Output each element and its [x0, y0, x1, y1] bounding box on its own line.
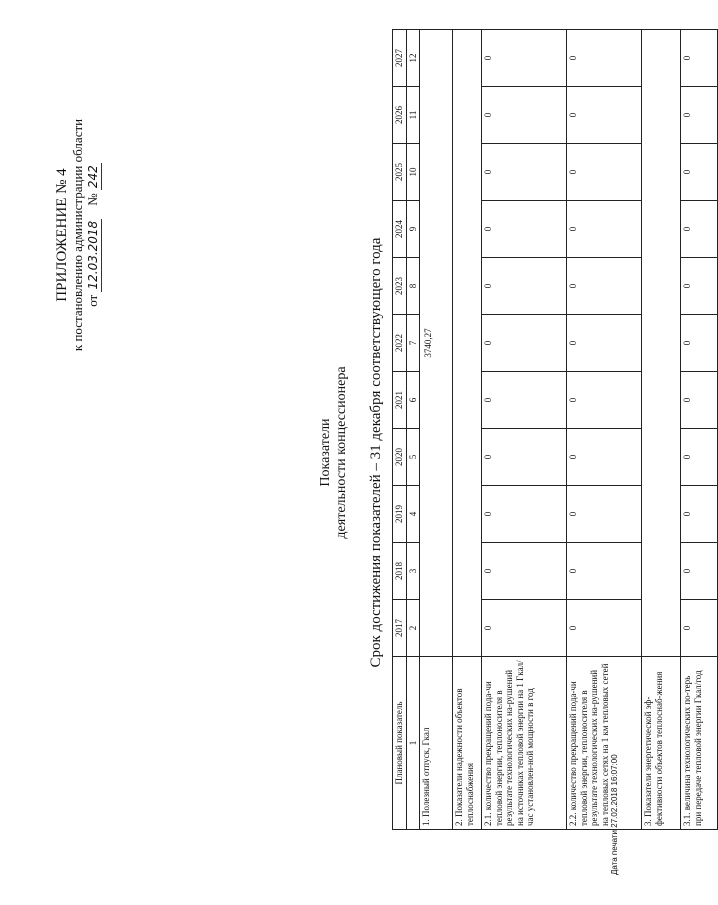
table-row	[420, 30, 453, 830]
value-cell: 0	[567, 87, 642, 144]
table-row	[567, 30, 642, 830]
header-indicator: Плановый показатель	[393, 657, 407, 830]
value-cell: 0	[681, 429, 718, 486]
header-year: 2024	[393, 201, 407, 258]
value-cell: 0	[567, 30, 642, 87]
table-header-row	[393, 30, 407, 830]
header-year: 2019	[393, 486, 407, 543]
appendix-title: ПРИЛОЖЕНИЕ № 4	[54, 168, 70, 302]
value-cell: 0	[482, 486, 567, 543]
value-cell: 0	[567, 372, 642, 429]
value-cell: 0	[482, 600, 567, 657]
value-cell: 0	[567, 144, 642, 201]
merged-value-cell: 3740,27	[420, 30, 453, 657]
appendix-block	[55, 55, 102, 415]
header-year: 2022	[393, 315, 407, 372]
value-cell: 0	[482, 87, 567, 144]
number-label: №	[85, 193, 100, 206]
table-row	[642, 30, 681, 830]
col-number: 1	[406, 657, 420, 830]
value-cell: 0	[567, 543, 642, 600]
col-number: 3	[406, 543, 420, 600]
empty-cell	[642, 30, 681, 657]
value-cell: 0	[482, 201, 567, 258]
col-number: 6	[406, 372, 420, 429]
col-number: 9	[406, 201, 420, 258]
value-cell: 0	[681, 258, 718, 315]
col-number: 7	[406, 315, 420, 372]
value-cell: 0	[681, 600, 718, 657]
col-number: 10	[406, 144, 420, 201]
header-year: 2017	[393, 600, 407, 657]
table-row	[482, 30, 567, 830]
value-cell: 0	[482, 258, 567, 315]
header-year: 2025	[393, 144, 407, 201]
row-label: 3.1. величина технологических по-терь при передаче тепловой энергии Гкал/год	[681, 657, 718, 830]
value-cell: 0	[681, 372, 718, 429]
header-year: 2026	[393, 87, 407, 144]
header-year: 2027	[393, 30, 407, 87]
value-cell: 0	[681, 486, 718, 543]
value-cell: 0	[681, 144, 718, 201]
value-cell: 0	[567, 315, 642, 372]
value-cell: 0	[482, 429, 567, 486]
row-label: 3. Показатели энергетической эф-фективности объектов теплоснаб-жения	[642, 657, 681, 830]
value-cell: 0	[482, 315, 567, 372]
appendix-subtitle: к постановлению администрации области	[70, 118, 85, 352]
value-cell: 0	[567, 486, 642, 543]
col-number: 12	[406, 30, 420, 87]
value-cell: 0	[681, 543, 718, 600]
handwritten-date: 12.03.2018	[86, 220, 100, 290]
header-year: 2020	[393, 429, 407, 486]
print-date: Дата печати 27.02.2018 16:07:00	[610, 754, 619, 875]
indicators-table	[392, 29, 718, 830]
row-label: 2.1. количество прекращений пода-чи тепловой энергии, теплоносителя в результате технологических на-рушений на источниках тепловой энергии на 1 Гкал/час установлен-ной мощности в год	[482, 657, 567, 830]
column-number-row	[406, 30, 420, 830]
header-year: 2021	[393, 372, 407, 429]
value-cell: 0	[567, 429, 642, 486]
row-label: 1. Полезный отпуск, Гкал	[420, 657, 453, 830]
col-number: 8	[406, 258, 420, 315]
value-cell: 0	[482, 144, 567, 201]
value-cell: 0	[567, 201, 642, 258]
header-year: 2018	[393, 543, 407, 600]
handwritten-number: 242	[86, 165, 100, 189]
row-label: 2.2. количество прекращений пода-чи тепловой энергии, теплоносителя в результате технологических на-рушений на тепловых сетях на 1 км тепловых сетей	[567, 657, 642, 830]
appendix-date-line	[85, 55, 102, 415]
header-year: 2023	[393, 258, 407, 315]
empty-cell	[453, 30, 482, 657]
table-row	[453, 30, 482, 830]
col-number: 5	[406, 429, 420, 486]
table-row	[681, 30, 718, 830]
row-label: 2. Показатели надежности объектов теплоснабжения	[453, 657, 482, 830]
value-cell: 0	[681, 30, 718, 87]
value-cell: 0	[681, 201, 718, 258]
col-number: 11	[406, 87, 420, 144]
deadline-line: Срок достижения показателей – 31 декабря соответствующего года	[368, 237, 384, 668]
col-number: 2	[406, 600, 420, 657]
value-cell: 0	[681, 315, 718, 372]
value-cell: 0	[681, 87, 718, 144]
date-prefix: от	[85, 294, 100, 307]
value-cell: 0	[567, 600, 642, 657]
doc-subtitle: деятельности концессионера	[334, 366, 349, 539]
value-cell: 0	[482, 372, 567, 429]
col-number: 4	[406, 486, 420, 543]
value-cell: 0	[482, 543, 567, 600]
doc-title: Показатели	[318, 418, 333, 487]
value-cell: 0	[567, 258, 642, 315]
value-cell: 0	[482, 30, 567, 87]
